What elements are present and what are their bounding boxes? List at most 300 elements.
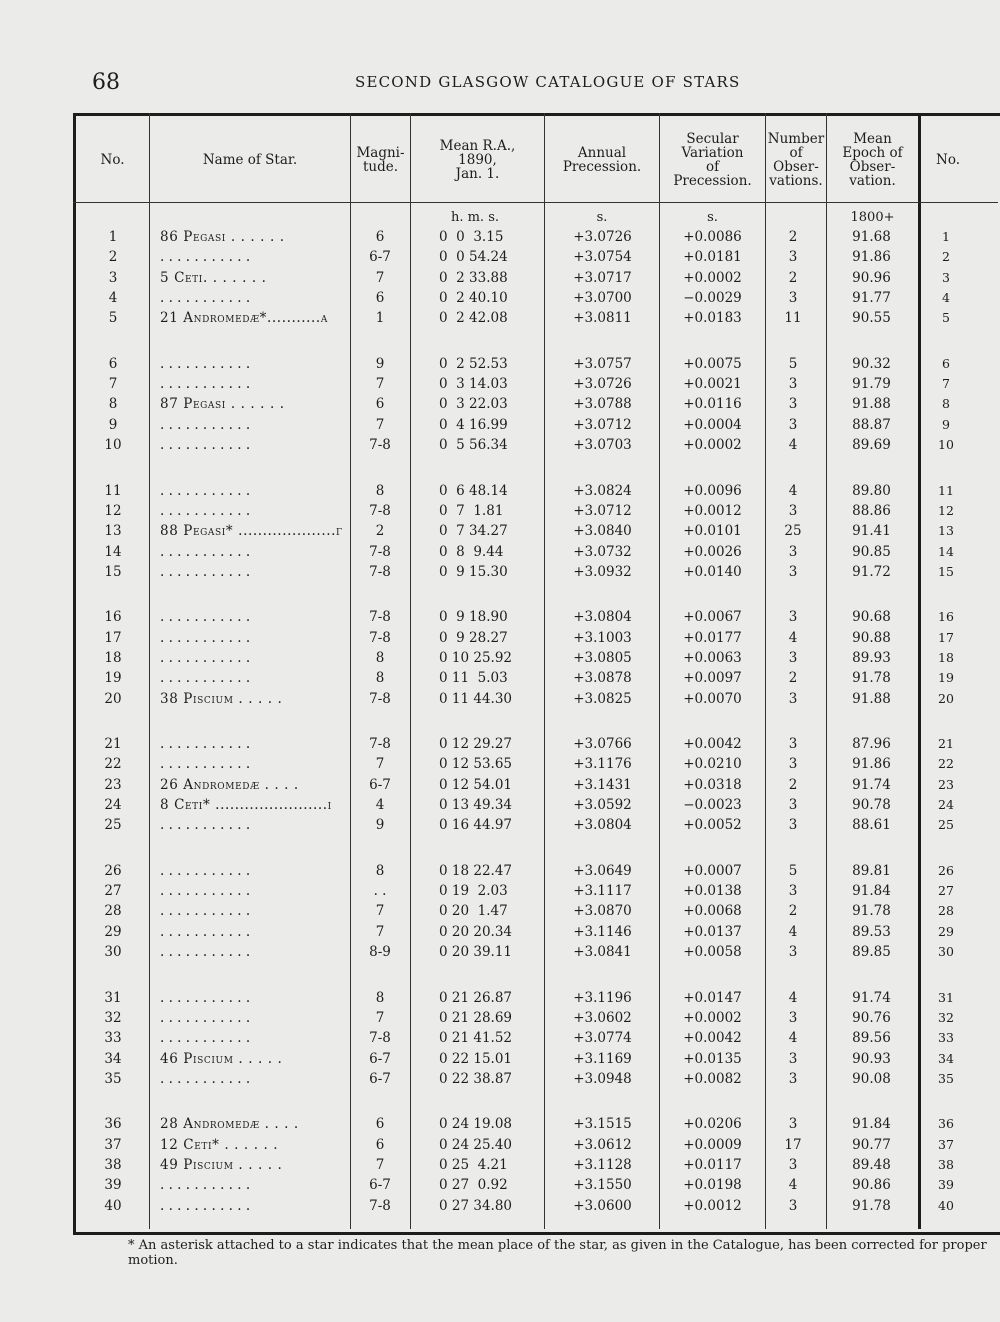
annual-precession: +3.0870 <box>573 903 632 920</box>
row-number: 6 <box>108 355 118 372</box>
annual-precession: +3.1176 <box>573 756 632 773</box>
row-number-right: 33 <box>938 1030 954 1046</box>
table-row <box>0 691 1000 711</box>
magnitude: 6-7 <box>369 1050 391 1067</box>
observation-count: 17 <box>784 1136 802 1153</box>
magnitude: 7-8 <box>369 1197 391 1214</box>
star-name: . . . . . . . . . . . <box>160 563 251 580</box>
secular-variation: +0.0140 <box>683 563 742 580</box>
mean-epoch: 90.68 <box>852 609 891 626</box>
table-row <box>0 437 1000 457</box>
row-number-right: 16 <box>938 609 954 625</box>
annual-precession: +3.0732 <box>573 543 632 560</box>
mean-epoch: 87.96 <box>852 736 891 752</box>
magnitude: 6 <box>375 396 385 413</box>
mean-epoch: 91.78 <box>852 903 891 920</box>
mean-ra: 0 24 19.08 <box>439 1116 512 1133</box>
unit-epoch: 1800+ <box>850 210 895 225</box>
mean-ra: 0 20 1.47 <box>439 903 508 920</box>
magnitude: 7-8 <box>369 629 391 646</box>
row-number-right: 6 <box>942 355 950 371</box>
annual-precession: +3.1117 <box>573 883 632 900</box>
star-name: . . . . . . . . . . . <box>160 736 251 752</box>
observation-count: 2 <box>788 903 798 920</box>
table-row <box>0 503 1000 523</box>
mean-epoch: 89.81 <box>852 862 891 879</box>
observation-count: 3 <box>788 944 798 961</box>
table-row <box>0 376 1000 396</box>
star-name: . . . . . . . . . . . <box>160 670 251 687</box>
row-number: 19 <box>104 670 122 687</box>
observation-count: 3 <box>788 1009 798 1026</box>
row-number-right: 31 <box>938 989 954 1005</box>
magnitude: 6 <box>375 1116 385 1133</box>
row-number-right: 19 <box>938 670 954 686</box>
mean-epoch: 91.78 <box>852 1197 891 1214</box>
running-head: SECOND GLASGOW CATALOGUE OF STARS <box>355 73 741 91</box>
mean-ra: 0 22 15.01 <box>439 1050 512 1067</box>
mean-epoch: 90.08 <box>852 1070 891 1087</box>
magnitude: 7-8 <box>369 437 391 454</box>
row-number-right: 11 <box>938 482 954 498</box>
annual-precession: +3.0811 <box>573 310 632 327</box>
mean-ra: 0 0 3.15 <box>439 229 504 245</box>
mean-epoch: 89.69 <box>852 437 891 454</box>
secular-variation: +0.0137 <box>683 923 742 940</box>
row-number: 39 <box>104 1177 122 1194</box>
observation-count: 3 <box>788 563 798 580</box>
secular-variation: +0.0147 <box>683 989 742 1006</box>
row-number-right: 4 <box>942 290 950 306</box>
magnitude: . . <box>373 883 387 900</box>
row-number-right: 27 <box>938 883 954 899</box>
table-row <box>0 1071 1000 1091</box>
mean-ra: 0 7 1.81 <box>439 502 504 519</box>
secular-variation: +0.0070 <box>683 690 742 707</box>
observation-count: 3 <box>788 736 798 752</box>
secular-variation: +0.0177 <box>683 629 742 646</box>
row-number-right: 40 <box>938 1197 954 1213</box>
observation-count: 3 <box>788 1197 798 1214</box>
header-mean-epoch: Mean Epoch of Obser- vation. <box>842 131 903 189</box>
magnitude: 7-8 <box>369 502 391 519</box>
star-name: 5 Ceti. . . . . . . <box>160 269 267 286</box>
mean-ra: 0 13 49.34 <box>439 797 512 814</box>
magnitude: 4 <box>375 797 385 814</box>
mean-epoch: 90.78 <box>852 797 891 814</box>
annual-precession: +3.0700 <box>573 290 632 307</box>
row-number-right: 30 <box>938 944 954 960</box>
magnitude: 7-8 <box>369 690 391 707</box>
mean-epoch: 91.86 <box>852 756 891 773</box>
annual-precession: +3.0600 <box>573 1197 632 1214</box>
observation-count: 3 <box>788 376 798 393</box>
magnitude: 9 <box>375 355 385 372</box>
star-name: . . . . . . . . . . . <box>160 1197 251 1214</box>
row-number: 20 <box>104 690 122 707</box>
row-number: 17 <box>104 629 122 646</box>
mean-epoch: 88.87 <box>852 416 891 433</box>
table-row <box>0 736 1000 756</box>
secular-variation: +0.0067 <box>683 609 742 626</box>
observation-count: 2 <box>788 229 798 245</box>
table-row <box>0 544 1000 564</box>
header-no-right: No. <box>936 152 960 168</box>
mean-ra: 0 7 34.27 <box>439 523 508 540</box>
table-row <box>0 1157 1000 1177</box>
header-annual-precession: Annual Precession. <box>562 145 642 175</box>
table-row <box>0 924 1000 944</box>
secular-variation: +0.0004 <box>683 416 742 433</box>
mean-epoch: 90.32 <box>852 355 891 372</box>
observation-count: 4 <box>788 923 798 940</box>
row-number-right: 34 <box>938 1050 954 1066</box>
secular-variation: −0.0023 <box>683 797 742 814</box>
magnitude: 7-8 <box>369 1030 391 1047</box>
mean-epoch: 90.86 <box>852 1177 891 1194</box>
mean-ra: 0 3 22.03 <box>439 396 508 413</box>
mean-ra: 0 11 44.30 <box>439 690 512 707</box>
table-row <box>0 1030 1000 1050</box>
mean-epoch: 90.93 <box>852 1050 891 1067</box>
annual-precession: +3.0649 <box>573 862 632 879</box>
star-name: . . . . . . . . . . . <box>160 355 251 372</box>
star-name: . . . . . . . . . . . <box>160 249 251 266</box>
observation-count: 3 <box>788 1050 798 1067</box>
star-name: . . . . . . . . . . . <box>160 883 251 900</box>
mean-ra: 0 12 54.01 <box>439 776 512 793</box>
header-mean-ra: Mean R.A., 1890, Jan. 1. <box>439 138 516 182</box>
secular-variation: +0.0002 <box>683 437 742 454</box>
row-number-right: 7 <box>942 376 950 392</box>
star-name: 12 Ceti* . . . . . . <box>160 1136 279 1153</box>
row-number: 2 <box>108 249 118 266</box>
annual-precession: +3.0825 <box>573 690 632 707</box>
secular-variation: +0.0075 <box>683 355 742 372</box>
secular-variation: +0.0042 <box>683 736 742 752</box>
secular-variation: +0.0002 <box>683 269 742 286</box>
annual-precession: +3.0703 <box>573 437 632 454</box>
observation-count: 4 <box>788 1030 798 1047</box>
observation-count: 3 <box>788 797 798 814</box>
secular-variation: +0.0318 <box>683 776 742 793</box>
table-row <box>0 944 1000 964</box>
row-number-right: 1 <box>942 229 950 244</box>
star-name: . . . . . . . . . . . <box>160 502 251 519</box>
mean-ra: 0 2 33.88 <box>439 269 508 286</box>
observation-count: 3 <box>788 416 798 433</box>
mean-epoch: 91.88 <box>852 396 891 413</box>
mean-ra: 0 9 18.90 <box>439 609 508 626</box>
row-number: 34 <box>104 1050 122 1067</box>
row-number: 30 <box>104 944 122 961</box>
unit-ra: h. m. s. <box>450 210 500 225</box>
annual-precession: +3.0602 <box>573 1009 632 1026</box>
row-number: 14 <box>104 543 122 560</box>
mean-epoch: 90.88 <box>852 629 891 646</box>
mean-epoch: 91.41 <box>852 523 891 540</box>
row-number-right: 8 <box>942 396 950 412</box>
mean-epoch: 91.84 <box>852 883 891 900</box>
row-number-right: 26 <box>938 862 954 878</box>
row-number: 9 <box>108 416 118 433</box>
row-number: 28 <box>104 903 122 920</box>
table-row <box>0 1051 1000 1071</box>
annual-precession: +3.0840 <box>573 523 632 540</box>
row-number: 40 <box>104 1197 122 1214</box>
row-number: 38 <box>104 1156 122 1173</box>
header-rule <box>73 202 998 203</box>
secular-variation: +0.0042 <box>683 1030 742 1047</box>
annual-precession: +3.1550 <box>573 1177 632 1194</box>
star-name: . . . . . . . . . . . <box>160 862 251 879</box>
mean-ra: 0 16 44.97 <box>439 817 512 834</box>
unit-secular: s. <box>707 210 718 225</box>
annual-precession: +3.0754 <box>573 249 632 266</box>
mean-epoch: 91.88 <box>852 690 891 707</box>
annual-precession: +3.0788 <box>573 396 632 413</box>
table-row <box>0 396 1000 416</box>
table-row <box>0 1116 1000 1136</box>
annual-precession: +3.1003 <box>573 629 632 646</box>
observation-count: 3 <box>788 1116 798 1133</box>
row-number-right: 10 <box>938 437 954 453</box>
mean-epoch: 90.85 <box>852 543 891 560</box>
magnitude: 7 <box>375 923 385 940</box>
mean-epoch: 91.86 <box>852 249 891 266</box>
mean-ra: 0 21 26.87 <box>439 989 512 1006</box>
table-row <box>0 777 1000 797</box>
star-name: . . . . . . . . . . . <box>160 543 251 560</box>
mean-epoch: 89.85 <box>852 944 891 961</box>
row-number: 12 <box>104 502 122 519</box>
magnitude: 7 <box>375 903 385 920</box>
observation-count: 3 <box>788 690 798 707</box>
annual-precession: +3.0757 <box>573 355 632 372</box>
secular-variation: +0.0097 <box>683 670 742 687</box>
row-number: 16 <box>104 609 122 626</box>
annual-precession: +3.0932 <box>573 563 632 580</box>
header-secular-variation: Secular Variation of Precession. <box>673 131 752 189</box>
mean-ra: 0 5 56.34 <box>439 437 508 454</box>
secular-variation: +0.0116 <box>683 396 742 413</box>
magnitude: 6-7 <box>369 1177 391 1194</box>
secular-variation: +0.0012 <box>683 1197 742 1214</box>
mean-ra: 0 2 52.53 <box>439 355 508 372</box>
observation-count: 5 <box>788 355 798 372</box>
mean-ra: 0 4 16.99 <box>439 416 508 433</box>
magnitude: 2 <box>375 523 385 540</box>
mean-ra: 0 18 22.47 <box>439 862 512 879</box>
secular-variation: +0.0058 <box>683 944 742 961</box>
row-number-right: 5 <box>942 310 950 326</box>
observation-count: 3 <box>788 1070 798 1087</box>
star-name: 87 Pegasi . . . . . . <box>160 396 285 413</box>
row-number: 37 <box>104 1136 122 1153</box>
magnitude: 6-7 <box>369 1070 391 1087</box>
annual-precession: +3.0592 <box>573 797 632 814</box>
mean-epoch: 91.74 <box>852 776 891 793</box>
mean-ra: 0 11 5.03 <box>439 670 508 687</box>
page-number: 68 <box>92 70 120 95</box>
star-name: . . . . . . . . . . . <box>160 817 251 834</box>
row-number-right: 2 <box>942 249 950 265</box>
star-name: . . . . . . . . . . . <box>160 376 251 393</box>
mean-ra: 0 9 15.30 <box>439 563 508 580</box>
mean-ra: 0 27 0.92 <box>439 1177 508 1194</box>
magnitude: 8 <box>375 989 385 1006</box>
mean-epoch: 89.80 <box>852 482 891 499</box>
mean-epoch: 91.77 <box>852 290 891 307</box>
mean-epoch: 88.86 <box>852 502 891 519</box>
star-name: 28 Andromedæ . . . . <box>160 1116 299 1133</box>
observation-count: 11 <box>784 310 802 327</box>
row-number: 1 <box>108 229 118 245</box>
observation-count: 4 <box>788 989 798 1006</box>
secular-variation: +0.0183 <box>683 310 742 327</box>
row-number-right: 35 <box>938 1070 954 1086</box>
row-number-right: 9 <box>942 416 950 432</box>
magnitude: 6-7 <box>369 249 391 266</box>
magnitude: 1 <box>375 310 385 327</box>
magnitude: 6 <box>375 1136 385 1153</box>
mean-ra: 0 12 29.27 <box>439 736 512 752</box>
row-number: 11 <box>104 482 122 499</box>
row-number-right: 3 <box>942 269 950 285</box>
magnitude: 7-8 <box>369 609 391 626</box>
magnitude: 7 <box>375 269 385 286</box>
row-number-right: 32 <box>938 1009 954 1025</box>
observation-count: 5 <box>788 862 798 879</box>
observation-count: 3 <box>788 396 798 413</box>
footnote: * An asterisk attached to a star indicates that the mean place of the star, as given in the Catalogue, has been corrected for proper motion. <box>128 1238 987 1268</box>
row-number: 26 <box>104 862 122 879</box>
mean-ra: 0 10 25.92 <box>439 649 512 666</box>
observation-count: 3 <box>788 502 798 519</box>
row-number: 21 <box>104 736 122 752</box>
star-name: . . . . . . . . . . . <box>160 649 251 666</box>
secular-variation: +0.0101 <box>683 523 742 540</box>
star-name: . . . . . . . . . . . <box>160 1070 251 1087</box>
row-number-right: 13 <box>938 523 954 539</box>
secular-variation: +0.0198 <box>683 1177 742 1194</box>
row-number-right: 15 <box>938 563 954 579</box>
mean-ra: 0 25 4.21 <box>439 1156 508 1173</box>
mean-ra: 0 19 2.03 <box>439 883 508 900</box>
secular-variation: +0.0210 <box>683 756 742 773</box>
observation-count: 2 <box>788 670 798 687</box>
secular-variation: +0.0012 <box>683 502 742 519</box>
magnitude: 8 <box>375 862 385 879</box>
annual-precession: +3.0717 <box>573 269 632 286</box>
mean-ra: 0 20 39.11 <box>439 944 512 961</box>
row-number: 25 <box>104 817 122 834</box>
mean-epoch: 91.68 <box>852 229 891 245</box>
magnitude: 8 <box>375 649 385 666</box>
mean-ra: 0 8 9.44 <box>439 543 504 560</box>
row-number: 5 <box>108 310 118 327</box>
observation-count: 3 <box>788 817 798 834</box>
mean-ra: 0 2 42.08 <box>439 310 508 327</box>
mean-epoch: 89.93 <box>852 649 891 666</box>
observation-count: 3 <box>788 609 798 626</box>
star-name: 86 Pegasi . . . . . . <box>160 229 285 245</box>
observation-count: 3 <box>788 543 798 560</box>
row-number: 18 <box>104 649 122 666</box>
secular-variation: +0.0082 <box>683 1070 742 1087</box>
unit-annual: s. <box>596 210 608 225</box>
secular-variation: +0.0009 <box>683 1136 742 1153</box>
star-name: . . . . . . . . . . . <box>160 756 251 773</box>
mean-ra: 0 21 28.69 <box>439 1009 512 1026</box>
annual-precession: +3.0805 <box>573 649 632 666</box>
star-name: . . . . . . . . . . . <box>160 903 251 920</box>
magnitude: 8 <box>375 482 385 499</box>
table-row <box>0 670 1000 690</box>
observation-count: 2 <box>788 269 798 286</box>
table-row <box>0 1010 1000 1030</box>
secular-variation: +0.0206 <box>683 1116 742 1133</box>
secular-variation: +0.0007 <box>683 862 742 879</box>
row-number-right: 21 <box>938 736 954 751</box>
table-row <box>0 564 1000 584</box>
row-number: 24 <box>104 797 122 814</box>
mean-epoch: 91.74 <box>852 989 891 1006</box>
row-number-right: 14 <box>938 543 954 559</box>
annual-precession: +3.0766 <box>573 736 632 752</box>
star-name: . . . . . . . . . . . <box>160 609 251 626</box>
star-name: 26 Andromedæ . . . . <box>160 776 299 793</box>
row-number-right: 37 <box>938 1136 954 1152</box>
mean-epoch: 90.76 <box>852 1009 891 1026</box>
magnitude: 7-8 <box>369 543 391 560</box>
header-observations: Number of Obser- vations. <box>767 131 825 189</box>
mean-ra: 0 3 14.03 <box>439 376 508 393</box>
secular-variation: +0.0086 <box>683 229 742 245</box>
header-no: No. <box>100 152 125 168</box>
magnitude: 8-9 <box>369 944 391 961</box>
magnitude: 7-8 <box>369 736 391 752</box>
row-number: 13 <box>104 523 122 540</box>
star-name: . . . . . . . . . . . <box>160 1030 251 1047</box>
observation-count: 4 <box>788 629 798 646</box>
mean-epoch: 90.77 <box>852 1136 891 1153</box>
row-number: 36 <box>104 1116 122 1133</box>
star-name: . . . . . . . . . . . <box>160 482 251 499</box>
table-row <box>0 356 1000 376</box>
table-row <box>0 903 1000 923</box>
star-name: 88 Pegasi* ....................γ <box>160 523 343 540</box>
table-row <box>0 883 1000 903</box>
observation-count: 4 <box>788 482 798 499</box>
star-name: 46 Piscium . . . . . <box>160 1050 283 1067</box>
star-name: . . . . . . . . . . . <box>160 629 251 646</box>
table-row <box>0 270 1000 290</box>
table-row <box>0 417 1000 437</box>
row-number: 32 <box>104 1009 122 1026</box>
star-name: 21 Andromedæ*...........α <box>160 310 328 327</box>
row-number: 3 <box>108 269 118 286</box>
mean-ra: 0 24 25.40 <box>439 1136 512 1153</box>
row-number-right: 28 <box>938 903 954 919</box>
magnitude: 7 <box>375 1156 385 1173</box>
magnitude: 6 <box>375 290 385 307</box>
magnitude: 6-7 <box>369 776 391 793</box>
row-number: 10 <box>104 437 122 454</box>
star-name: 8 Ceti* .......................ι <box>160 797 332 814</box>
annual-precession: +3.0841 <box>573 944 632 961</box>
table-row <box>0 483 1000 503</box>
